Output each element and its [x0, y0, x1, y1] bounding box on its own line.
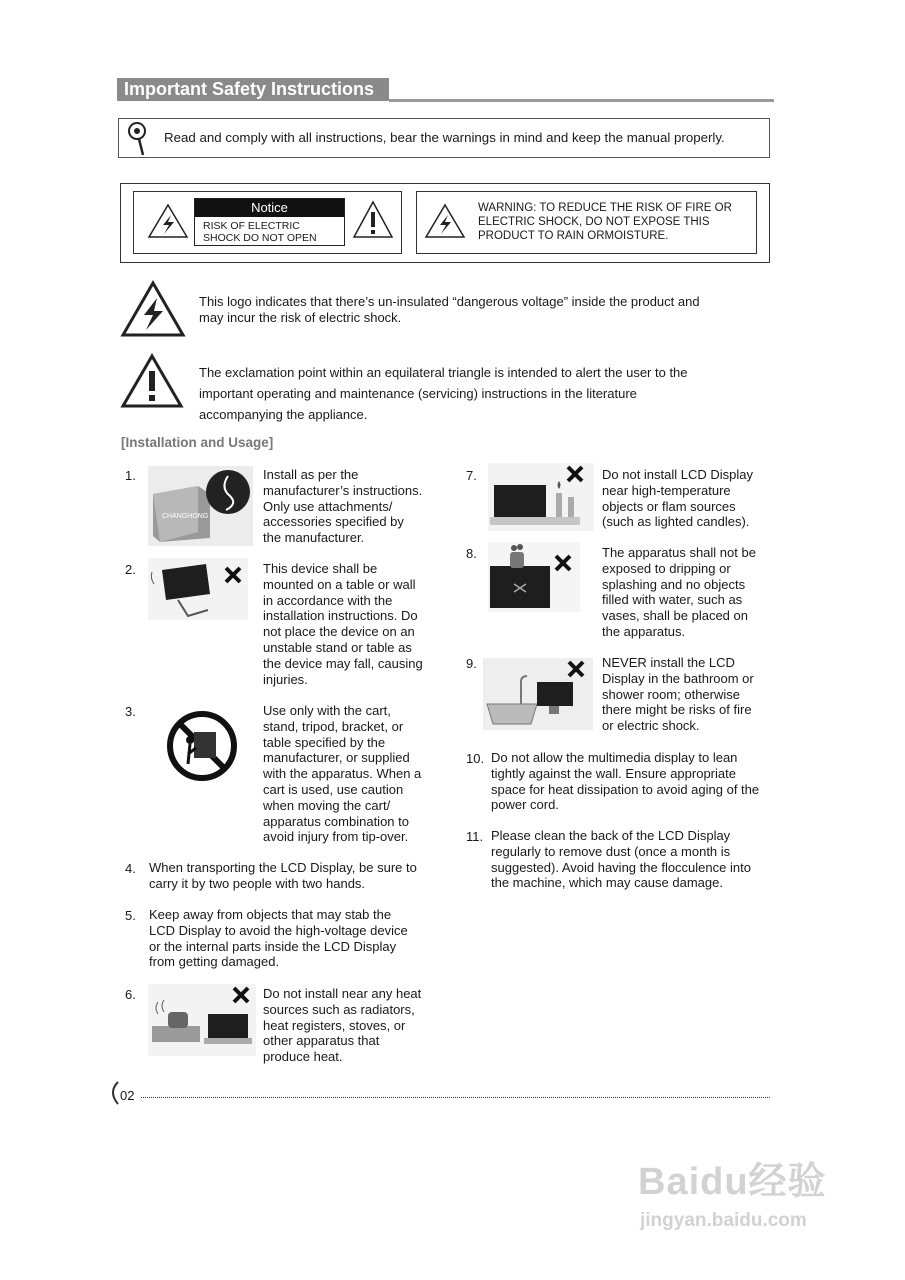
- text-line: installation instructions. Do: [263, 608, 418, 624]
- text-line: When transporting the LCD Display, be sure to: [149, 860, 417, 875]
- text-line: or electric shock.: [602, 718, 700, 734]
- watermark-url: jingyan.baidu.com: [640, 1210, 807, 1231]
- lightning-triangle-icon: [424, 203, 466, 239]
- text-line: when moving the cart/: [263, 797, 391, 813]
- item-text: [602, 467, 753, 530]
- item-number: 10.: [466, 751, 485, 766]
- text-line: the manufacturer.: [263, 530, 365, 546]
- item-text: [263, 561, 423, 687]
- text-line: Use only with the cart,: [263, 703, 391, 718]
- candle-tv-image: [488, 463, 594, 531]
- text-line: Do not install near any heat: [263, 986, 422, 1001]
- text-line: space for heat dissipation to avoid aging of the: [491, 781, 760, 797]
- text-line: Display in the bathroom or: [602, 670, 754, 686]
- description-line: This logo indicates that there’s un-insulated “dangerous voltage” inside the product and: [199, 294, 700, 309]
- text-line: exposed to dripping or: [602, 560, 731, 576]
- item-text: [491, 828, 751, 891]
- text-line: Install as per the: [263, 467, 359, 482]
- page-bracket-icon: [106, 1080, 120, 1106]
- box-accessories-image: [148, 466, 253, 546]
- text-line: unstable stand or table as: [263, 639, 412, 655]
- item-number: 1.: [125, 468, 136, 483]
- text-line: splashing and no objects: [602, 576, 746, 592]
- text-line: from getting damaged.: [149, 954, 280, 970]
- description-line: may incur the risk of electric shock.: [199, 310, 402, 325]
- text-line: sources such as radiators,: [263, 1001, 415, 1017]
- warning-line: ELECTRIC SHOCK, DO NOT EXPOSE THIS: [478, 216, 710, 228]
- item-number: 8.: [466, 546, 477, 561]
- item-number: 4.: [125, 861, 136, 876]
- section-heading: [Installation and Usage]: [121, 435, 274, 450]
- page-number: 02: [120, 1088, 135, 1103]
- text-line: heat registers, stoves, or: [263, 1017, 406, 1033]
- text-line: LCD Display to avoid the high-voltage device: [149, 922, 408, 938]
- notice-title: Notice: [195, 199, 344, 217]
- text-line: manufacturer, or supplied: [263, 750, 410, 766]
- text-line: vases, shall be placed on: [602, 608, 748, 624]
- exclamation-description: [199, 362, 688, 425]
- bathroom-tv-image: [483, 658, 593, 730]
- text-line: near high-temperature: [602, 482, 731, 498]
- text-line: mounted on a table or wall: [263, 576, 416, 592]
- text-line: Only use attachments/: [263, 498, 393, 514]
- text-line: This device shall be: [263, 561, 378, 576]
- text-line: suggested). Avoid having the flocculence into: [491, 859, 751, 875]
- lightning-triangle-icon: [147, 203, 189, 239]
- title-rule: [389, 99, 774, 102]
- text-line: the machine, which may cause damage.: [491, 875, 723, 891]
- text-line: stand, tripod, bracket, or: [263, 718, 404, 734]
- text-line: (such as lighted candles).: [602, 514, 750, 530]
- text-line: there might be risks of fire: [602, 702, 752, 718]
- text-line: NEVER install the LCD: [602, 655, 735, 670]
- text-line: Keep away from objects that may stab the: [149, 907, 392, 922]
- cart-tipover-icon: [162, 710, 242, 782]
- vase-on-tv-image: [488, 542, 580, 612]
- notice-line: RISK OF ELECTRIC: [203, 220, 300, 232]
- text-line: manufacturer’s instructions.: [263, 482, 423, 498]
- warning-text: [478, 201, 732, 243]
- text-line: the apparatus.: [602, 623, 686, 639]
- voltage-description: [199, 294, 700, 326]
- text-line: power cord.: [491, 797, 559, 813]
- exclamation-warning-icon: [120, 353, 184, 409]
- watermark-logo: Baidu经验: [638, 1161, 827, 1203]
- text-line: avoid injury from tip-over.: [263, 829, 409, 845]
- item-text: [149, 860, 417, 892]
- text-line: the device may fall, causing: [263, 655, 423, 671]
- description-line: important operating and maintenance (servicing) instructions in the literature: [199, 386, 637, 401]
- text-line: or the internal parts inside the LCD Display: [149, 938, 397, 954]
- text-line: carry it by two people with two hands.: [149, 875, 366, 891]
- text-line: table specified by the: [263, 734, 386, 750]
- text-line: The apparatus shall not be: [602, 545, 756, 560]
- exclamation-triangle-icon: [352, 200, 394, 240]
- box-brand-label: CHANGHONG: [162, 513, 209, 520]
- warning-line: PRODUCT TO RAIN ORMOISTURE.: [478, 230, 669, 242]
- item-text: [263, 986, 421, 1065]
- text-line: Do not install LCD Display: [602, 467, 754, 482]
- text-line: accessories specified by: [263, 514, 404, 530]
- item-text: [602, 655, 754, 734]
- item-text: [149, 907, 408, 970]
- item-text: [263, 467, 422, 546]
- text-line: filled with water, such as: [602, 592, 743, 608]
- text-line: with the apparatus. When a: [263, 766, 422, 782]
- notice-text: [203, 220, 317, 244]
- falling-tv-image: [148, 558, 248, 620]
- voltage-warning-icon: [120, 280, 186, 338]
- item-number: 2.: [125, 562, 136, 577]
- item-number: 6.: [125, 987, 136, 1002]
- item-number: 9.: [466, 656, 477, 671]
- text-line: injuries.: [263, 671, 308, 687]
- text-line: not place the device on an: [263, 624, 415, 640]
- item-number: 7.: [466, 468, 477, 483]
- text-line: other apparatus that: [263, 1033, 380, 1049]
- description-line: The exclamation point within an equilateral triangle is intended to alert the user to the: [199, 365, 688, 380]
- text-line: cart is used, use caution: [263, 781, 404, 797]
- text-line: objects or flam sources: [602, 498, 736, 514]
- text-line: regularly to remove dust (once a month is: [491, 843, 731, 859]
- text-line: tightly against the wall. Ensure appropriate: [491, 765, 736, 781]
- item-text: [263, 703, 421, 845]
- warning-line: WARNING: TO REDUCE THE RISK OF FIRE OR: [478, 202, 732, 214]
- text-line: Do not allow the multimedia display to lean: [491, 750, 738, 765]
- notice-line: SHOCK DO NOT OPEN: [203, 232, 317, 244]
- item-text: [602, 545, 756, 640]
- page-title: Important Safety Instructions: [117, 78, 389, 101]
- text-line: in accordance with the: [263, 592, 393, 608]
- text-line: apparatus combination to: [263, 813, 409, 829]
- magnifier-icon: [126, 121, 148, 157]
- text-line: produce heat.: [263, 1049, 343, 1065]
- heat-source-image: [148, 984, 256, 1056]
- text-line: shower room; otherwise: [602, 686, 740, 702]
- text-line: Please clean the back of the LCD Display: [491, 828, 731, 843]
- description-line: accompanying the appliance.: [199, 407, 368, 422]
- item-text: [491, 750, 759, 813]
- intro-text: Read and comply with all instructions, bear the warnings in mind and keep the manual properly.: [164, 130, 725, 145]
- item-number: 5.: [125, 908, 136, 923]
- item-number: 3.: [125, 704, 136, 719]
- footer-dotted-rule: [141, 1097, 770, 1098]
- item-number: 11.: [466, 829, 484, 844]
